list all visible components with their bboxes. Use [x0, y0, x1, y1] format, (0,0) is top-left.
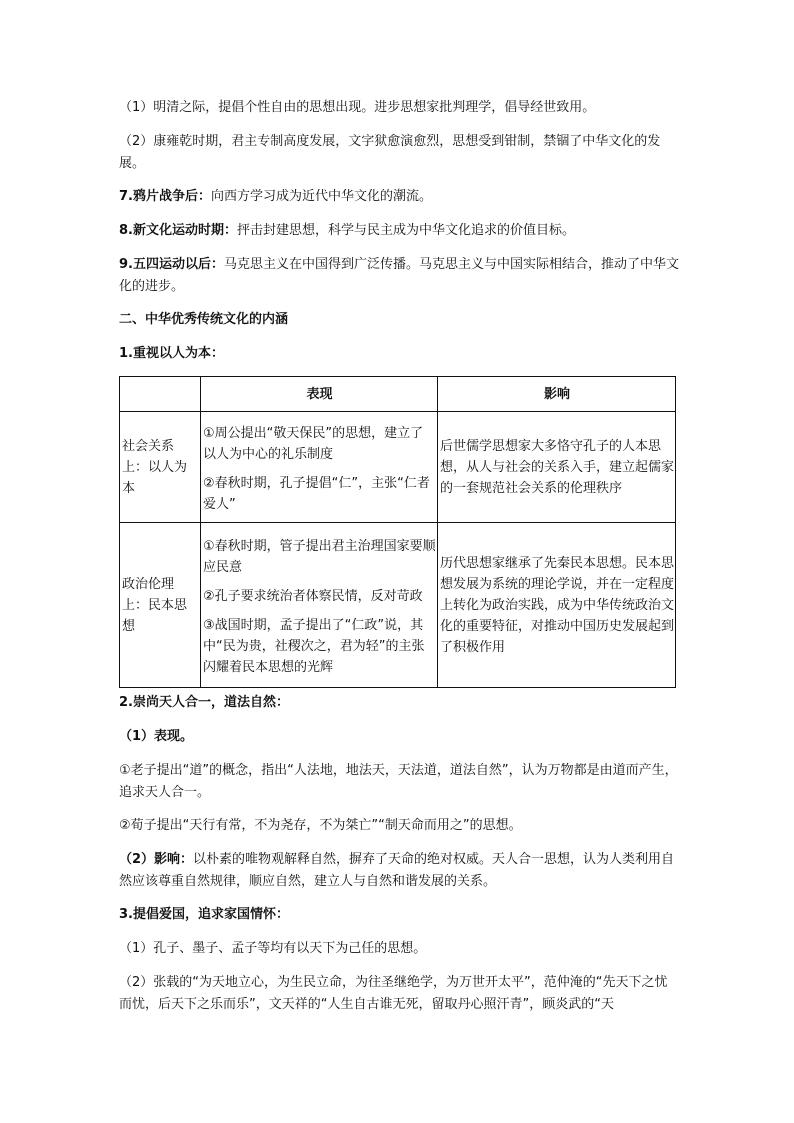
item-7 [119, 186, 679, 208]
section-2-title: 二、中华优秀传统文化的内涵 [119, 312, 289, 327]
paragraph-ming-qing: （1）明清之际，提倡个性自由的思想出现。进步思想家批判理学，倡导经世致用。 [119, 100, 596, 115]
item-7-label: 7.鸦片战争后： [119, 189, 211, 204]
subsection-2-item-2: ②荀子提出“天行有常，不为尧存，不为桀亡”“制天命而用之”的思想。 [119, 818, 522, 833]
subsection-2-part-1-title: （1）表现。 [119, 729, 194, 744]
table-row [120, 523, 676, 688]
list-item: ①春秋时期，管子提出君主治理国家要顺应民意 [203, 538, 436, 575]
subsection-3-item-1: （1）孔子、墨子、孟子等均有以天下为己任的思想。 [119, 941, 427, 956]
table-row [120, 412, 676, 523]
paragraph-kang-yong-qian: （2）康雍乾时期，君主专制高度发展，文字狱愈演愈烈，思想受到钳制，禁锢了中华文化的发展。 [119, 134, 661, 171]
item-8-label: 8.新文化运动时期： [119, 223, 237, 238]
table-header-row [120, 377, 676, 412]
item-9 [119, 254, 679, 298]
subsection-3-title: 3.提倡爱国，追求家国情怀： [119, 907, 289, 922]
list-item: ③战国时期，孟子提出了“仁政”说，其中“民为贵，社稷次之，君为轻”的主张闪耀着民本思想的光辉 [203, 617, 425, 675]
list-item: ①周公提出“敬天保民”的思想，建立了以人为中心的礼乐制度 [203, 425, 424, 462]
subsection-2-title: 2.崇尚天人合一，道法自然： [119, 695, 289, 710]
subsection-2-part-2-label: （2）影响： [119, 852, 194, 867]
item-8-text: 抨击封建思想，科学与民主成为中华文化追求的价值目标。 [236, 223, 575, 238]
row-impact-social: 后世儒学思想家大多恪守孔子的人本思想，从人与社会的关系入手，建立起儒家的一套规范社会关系的伦理秩序 [438, 412, 676, 523]
row-label-political: 政治伦理上：民本思想 [120, 523, 201, 688]
list-item: ②孔子要求统治者体察民情，反对苛政 [203, 588, 423, 604]
humanism-table [119, 376, 676, 688]
subsection-3-item-2: （2）张载的“为天地立心，为生民立命，为往圣继绝学，为万世开太平”，范仲淹的“先天下之忧而忧，后天下之乐而乐”，文天祥的“人生自古谁无死，留取丹心照汗青”，顾炎武的“天 [119, 975, 668, 1012]
item-9-text: 马克思主义在中国得到广泛传播。马克思主义与中国实际相结合，推动了中华文化的进步。 [119, 257, 679, 294]
item-8 [119, 220, 679, 242]
subsection-2-item-1: ①老子提出“道”的概念，指出“人法地，地法天，天法道，道法自然”，认为万物都是由道而产生，追求天人合一。 [119, 763, 678, 800]
item-9-label: 9.五四运动以后： [119, 257, 224, 272]
row-items-social [201, 412, 438, 523]
table-header-impact: 影响 [438, 377, 676, 412]
item-7-text: 向西方学习成为近代中华文化的潮流。 [210, 189, 432, 204]
list-item: ②春秋时期，孔子提倡“仁”，主张“仁者爱人” [203, 475, 430, 512]
row-items-political [201, 523, 438, 688]
row-impact-political: 历代思想家继承了先秦民本思想。民本思想发展为系统的理论学说，并在一定程度上转化为政治实践，成为中华传统政治文化的重要特征，对推动中国历史发展起到了积极作用 [438, 523, 676, 688]
table-header-performance: 表现 [201, 377, 438, 412]
subsection-2-part-2-text: 以朴素的唯物观解释自然，摒弃了天命的绝对权威。天人合一思想，认为人类利用自然应该尊重自然规律，顺应自然，建立人与自然和谐发展的关系。 [119, 852, 675, 889]
row-label-social: 社会关系上：以人为本 [120, 412, 201, 523]
table-header-empty [120, 377, 201, 412]
subsection-2-part-2 [119, 849, 679, 893]
subsection-1-title: 1.重视以人为本： [119, 346, 224, 361]
